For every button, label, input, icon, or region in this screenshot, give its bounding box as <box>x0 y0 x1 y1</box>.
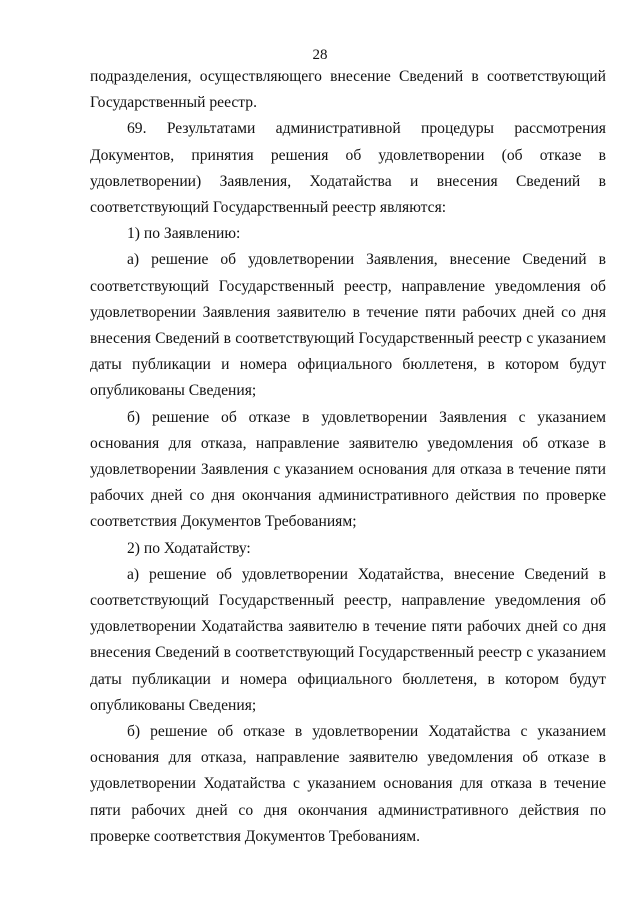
list-item-zayavlenie-b: б) решение об отказе в удовлетворении Заявления с указанием основания для отказа, направление заявителю уведомления об отказе в удовлетворении Заявления с указанием основания для отказа в течение пяти рабочих дней со дня окончания административного действия по проверке соответствия Документов Требованиям; <box>90 408 606 531</box>
paragraph-continuation: подразделения, осуществляющего внесение Сведений в соответствующий Государственный реестр. <box>90 68 606 112</box>
paragraph-69: 69. Результатами административной процедуры рассмотрения Документов, принятия решения об удовлетворении (об отказе в удовлетворении) Заявления, Ходатайства и внесения Сведений в соответствующий Государственный реестр являются: <box>90 120 606 217</box>
list-item-zayavlenie-a: а) решение об удовлетворении Заявления, внесение Сведений в соответствующий Государственный реестр, направление уведомления об удовлетворении Заявления заявителю в течение пяти рабочих дней со дня внесения Сведений в соответствующий Государственный реестр с указанием даты публикации и номера официального бюллетеня, в котором будут опубликованы Сведения; <box>90 251 606 400</box>
list-heading-hodataystvo: 2) по Ходатайству: <box>127 539 251 557</box>
list-item-hodataystvo-a: а) решение об удовлетворении Ходатайства, внесение Сведений в соответствующий Государственный реестр, направление уведомления об удовлетворении Ходатайства заявителю в течение пяти рабочих дней со дня внесения Сведений в соответствующий Государственный реестр с указанием даты публикации и номера официального бюллетеня, в котором будут опубликованы Сведения; <box>90 565 606 714</box>
document-body <box>90 64 606 850</box>
list-heading-zayavlenie: 1) по Заявлению: <box>127 225 241 243</box>
page-number: 28 <box>312 47 328 63</box>
list-item-hodataystvo-b: б) решение об отказе в удовлетворении Ходатайства с указанием основания для отказа, направление заявителю уведомления об отказе в удовлетворении Ходатайства с указанием основания для отказа в течение пяти рабочих дней со дня окончания административного действия по проверке соответствия Документов Требованиям. <box>90 723 606 845</box>
